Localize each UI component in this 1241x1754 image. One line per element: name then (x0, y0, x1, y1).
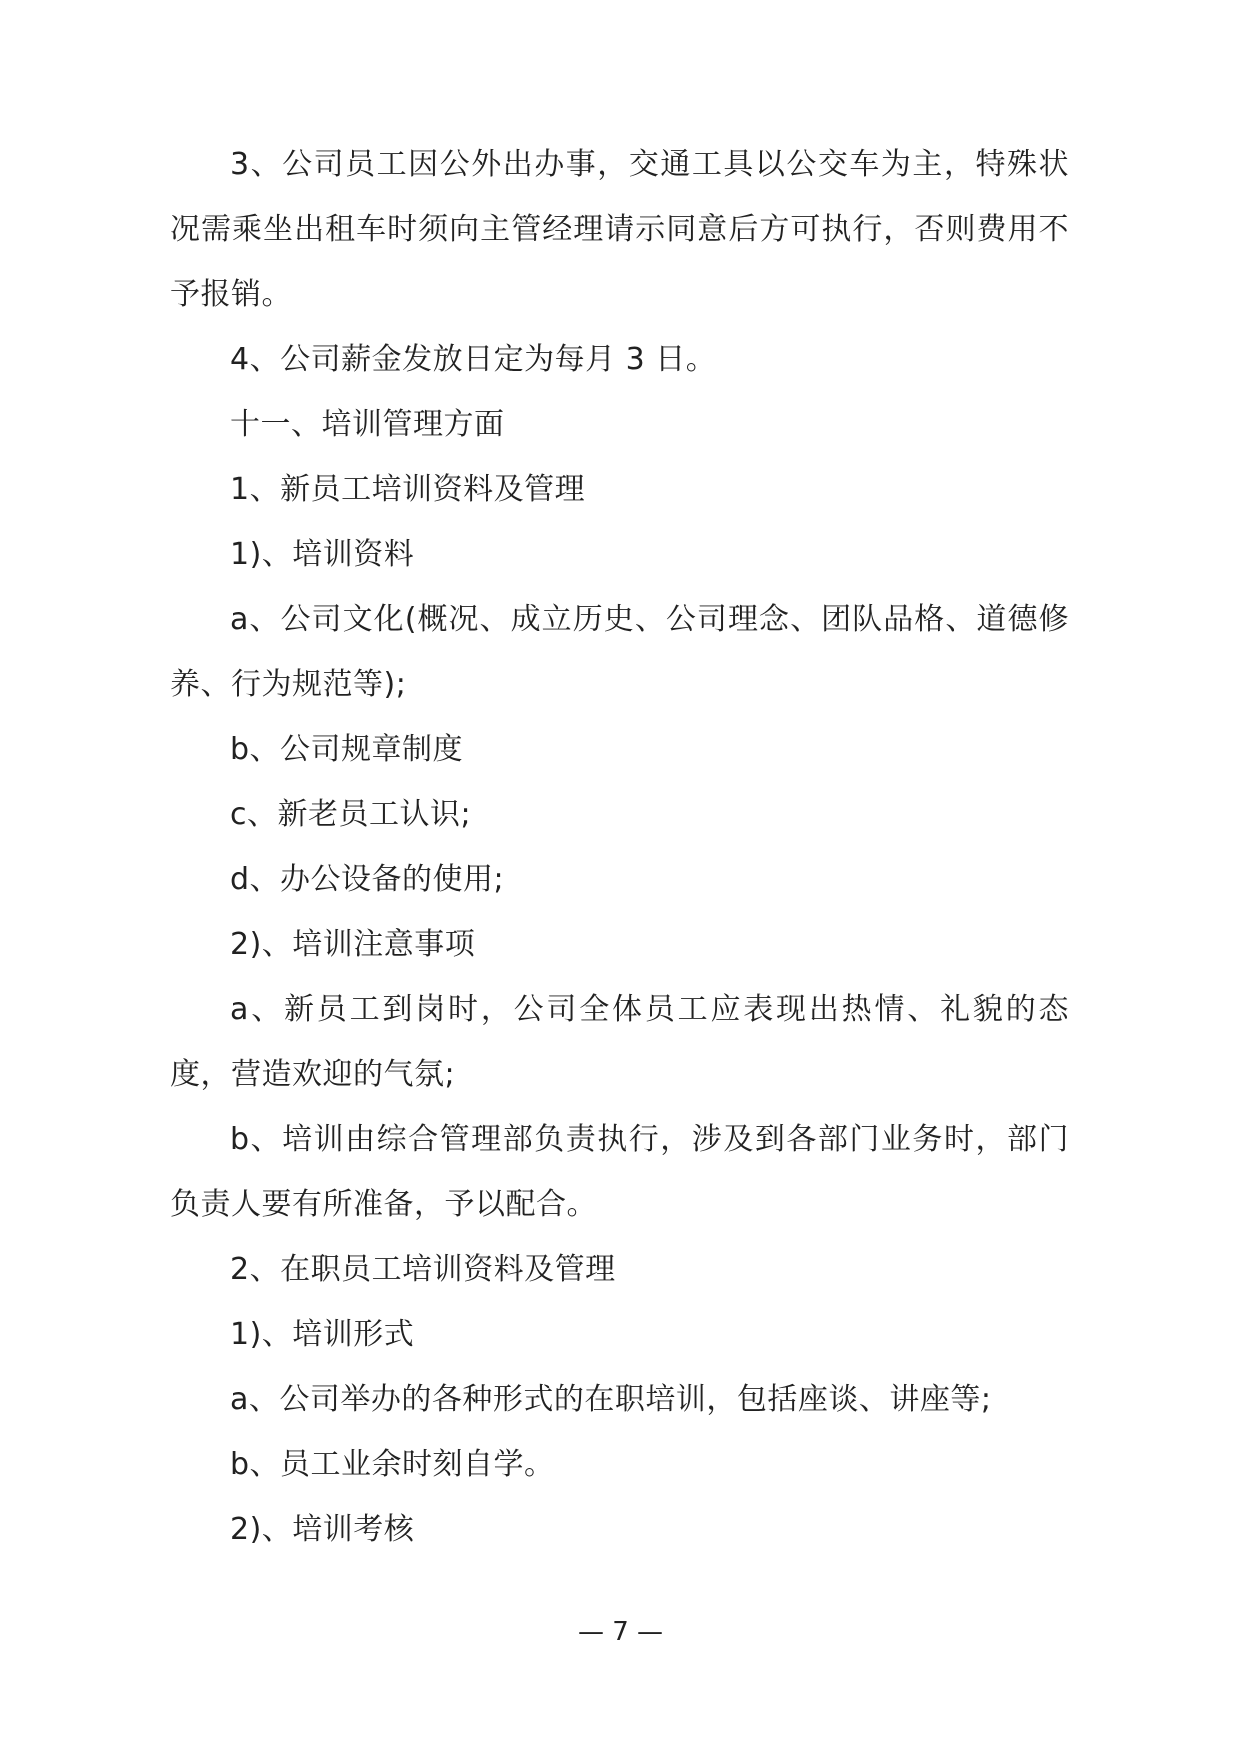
paragraph: a、新员工到岗时，公司全体员工应表现出热情、礼貌的态度，营造欢迎的气氛; (170, 992, 1069, 1092)
paragraph: a、公司举办的各种形式的在职培训，包括座谈、讲座等; (230, 1382, 992, 1417)
document-body (170, 132, 1069, 1562)
paragraph: 4、公司薪金发放日定为每月 3 日。 (230, 342, 717, 377)
paragraph: 2、在职员工培训资料及管理 (230, 1252, 616, 1287)
paragraph: 1)、培训资料 (230, 537, 415, 572)
paragraph: 3、公司员工因公外出办事，交通工具以公交车为主，特殊状况需乘坐出租车时须向主管经理请示同意后方可执行，否则费用不予报销。 (170, 147, 1069, 312)
paragraph: b、培训由综合管理部负责执行，涉及到各部门业务时，部门负责人要有所准备，予以配合。 (170, 1122, 1069, 1222)
paragraph: a、公司文化(概况、成立历史、公司理念、团队品格、道德修养、行为规范等); (170, 602, 1069, 702)
paragraph: 十一、培训管理方面 (230, 407, 505, 442)
paragraph: c、新老员工认识; (230, 797, 472, 832)
page-number: — 7 — (577, 1617, 664, 1647)
paragraph: b、员工业余时刻自学。 (230, 1447, 555, 1482)
paragraph: d、办公设备的使用; (230, 862, 505, 897)
paragraph: 2)、培训注意事项 (230, 927, 476, 962)
paragraph: 1)、培训形式 (230, 1317, 415, 1352)
paragraph: 1、新员工培训资料及管理 (230, 472, 586, 507)
paragraph: 2)、培训考核 (230, 1512, 415, 1547)
paragraph: b、公司规章制度 (230, 732, 464, 767)
